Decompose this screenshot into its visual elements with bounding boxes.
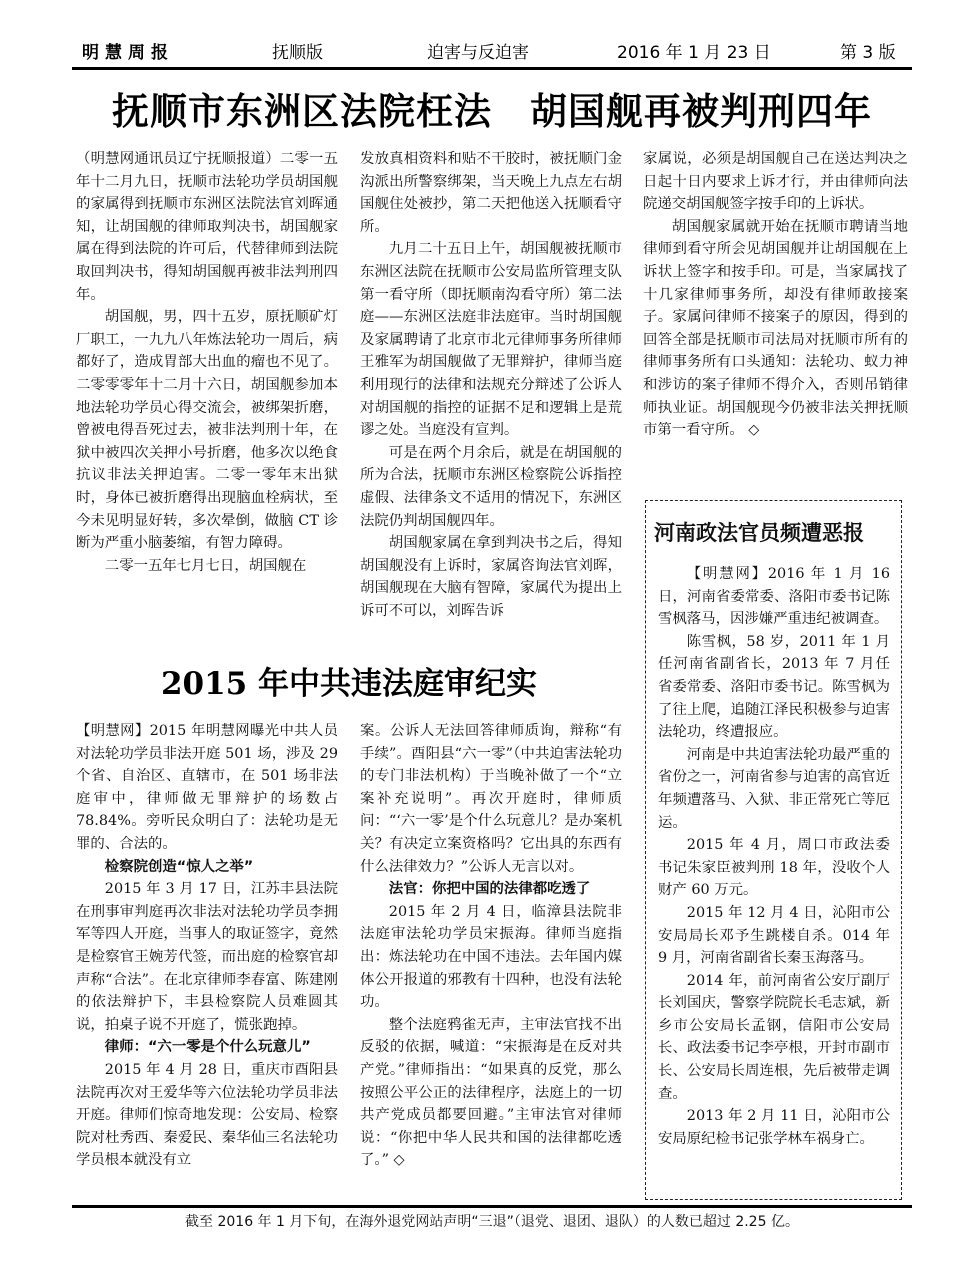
- article2-column-2: [360, 720, 622, 1172]
- article1-paragraph: 胡国舰家属在拿到判决书之后，得知胡国舰没有上诉时，家属咨询法官刘晖，胡国舰现在大脑有智障，家属代为提出上诉可不可以，刘晖告诉: [360, 535, 622, 619]
- article1-headline: 抚顺市东洲区法院枉法 胡国舰再被判刑四年: [112, 89, 872, 133]
- article1-paragraph: 可是在两个月余后，就是在胡国舰的所为合法，抚顺市东洲区检察院公诉指控虚假、法律条文不适用的情况下，东洲区法院仍判胡国舰四年。: [360, 444, 622, 529]
- article1-paragraph: （明慧网通讯员辽宁抚顺报道）二零一五年十二月九日，抚顺市法轮功学员胡国舰的家属得到抚顺市东洲区法院法官刘晖通知，让胡国舰的律师取判决书，胡国舰家属在得到法院的许可后，代替律师到法院取回判决书，得知胡国舰再被非法判刑四年。: [76, 151, 338, 303]
- sidebar-paragraph: 陈雪枫，58 岁，2011 年 1 月任河南省副省长，2013 年 7 月任省委常委、洛阳市委书记。陈雪枫为了往上爬，追随江泽民积极参与迫害法轮功，终遭报应。: [658, 633, 890, 741]
- sidebar-paragraph: 2015 年 12 月 4 日，沁阳市公安局局长邓予生跳楼自杀。014 年 9 月，河南省副省长秦玉海落马。: [658, 904, 890, 967]
- edition-label: 抚顺版: [272, 43, 323, 63]
- article2-paragraph: 【明慧网】2015 年明慧网曝光中共人员对法轮功学员非法开庭 501 场，涉及 29 个省、自治区、直辖市，在 501 场非法庭审中，律师做无罪辩护的场数占 78.84%。旁听民众明白了：法轮功是无罪的、合法的。: [76, 723, 338, 852]
- article1-paragraph: 胡国舰家属就开始在抚顺市聘请当地律师到看守所会见胡国舰并让胡国舰在上诉状上签字和按手印。可是，当家属找了十几家律师事务所，却没有律师敢接案子。家属问律师不接案子的原因，得到的回答全部是抚顺市司法局对抚顺市所有的律师事务所有口头通知：法轮功、蚁力神和涉访的案子律师不得介入，否则吊销律师执业证。胡国舰现今仍被非法关押抚顺市第一看守所。 ◇: [643, 218, 908, 439]
- article1-paragraph: 发放真相资料和贴不干胶时，被抚顺门金沟派出所警察绑架，当天晚上九点左右胡国舰住处被抄，第二天把他送入抚顺看守所。: [360, 151, 622, 235]
- sidebar-paragraph: 2015 年 4 月，周口市政法委书记朱家臣被判刑 18 年，没收个人财产 60 万元。: [658, 837, 890, 899]
- page-header: [72, 40, 912, 66]
- article1-paragraph: 胡国舰，男，四十五岁，原抚顺矿灯厂职工，一九九八年炼法轮功一周后，病都好了，造成胃部大出血的瘤也不见了。二零零零年十二月十六日，胡国舰参加本地法轮功学员心得交流会，被绑架折磨，曾被电得吾死过去，被非法判刑十年，在狱中被四次关押小号折磨，他多次以绝食抗议非法关押迫害。二零一零年末出狱时，身体已被折磨得出现脑血栓病状，至今未见明显好转，多次晕倒，做脑 CT 诊断为严重小脑萎缩，有智力障碍。: [76, 309, 338, 552]
- article2-paragraph: 2015 年 3 月 17 日，江苏丰县法院在刑事审判庭再次非法对法轮功学员李拥军等四人开庭，当事人的取证签字，竟然是检察官王婉芳代签，而出庭的检察官却声称“合法”。在北京律师李春富、陈建刚的依法辩护下，丰县检察院人员难圆其说，拍桌子说不开庭了，慌张跑掉。: [76, 881, 338, 1033]
- sidebar-paragraph: 2014 年，前河南省公安厅副厅长刘国庆，警察学院院长毛志斌，新乡市公安局长孟钢，信阳市公安局长、政法委书记李亭根，开封市副市长、公安局长周连根，先后被带走调查。: [658, 972, 890, 1102]
- sidebar-paragraph: 2013 年 2 月 11 日，沁阳市公安局原纪检书记张学林车祸身亡。: [658, 1108, 890, 1147]
- header-rule: [72, 67, 912, 70]
- sidebar-paragraph: 【明慧网】2016 年 1 月 16 日，河南省委常委、洛阳市委书记陈雪枫落马，因涉嫌严重违纪被调查。: [658, 566, 890, 628]
- sidebar-box: [645, 500, 902, 1200]
- section-label: 迫害与反迫害: [427, 43, 529, 63]
- article1-column-3: [643, 148, 908, 442]
- issue-date: 2016 年 1 月 23 日: [617, 43, 771, 63]
- article2-column-1: [76, 720, 338, 1172]
- page-number: 第 3 版: [840, 43, 896, 63]
- article2-subheading: 检察院创造“惊人之举”: [104, 858, 254, 875]
- article2-paragraph: 案。公诉人无法回答律师质询，辩称“有手续”。酉阳县“六一零”（中共迫害法轮功的专门非法机构）于当晚补做了一个“立案补充说明”。再次开庭时，律师质问：“‘六一零’是个什么玩意儿？是办案机关？有决定立案资格吗？它出具的东西有什么法律效力？”公诉人无言以对。: [360, 723, 622, 875]
- footer-notice: 截至 2016 年 1 月下旬，在海外退党网站声明“三退”（退党、退团、退队）的人数已超过 2.25 亿。: [185, 1214, 799, 1230]
- sidebar-body: [658, 563, 890, 1150]
- article2-headline: 2015 年中共违法庭审纪实: [160, 666, 538, 702]
- footer-rule: [72, 1205, 912, 1208]
- article1-column-2: [360, 148, 622, 622]
- article2-paragraph: 2015 年 4 月 28 日，重庆市酉阳县法院再次对王爱华等六位法轮功学员非法开庭。律师们惊奇地发现：公安局、检察院对杜秀西、秦爱民、秦华仙三名法轮功学员根本就没有立: [76, 1061, 338, 1169]
- newspaper-name: 明慧周报: [82, 43, 174, 63]
- article2-paragraph: 整个法庭鸦雀无声，主审法官找不出反驳的依据，喊道：“宋振海是在反对共产党。”律师指出：“如果真的反党，那么按照公平公正的法律程序，法庭上的一切共产党成员都要回避。”主审法官对律师说：“你把中华人民共和国的法律都吃透了。” ◇: [360, 1016, 622, 1169]
- article2-subheading: 法官：你把中国的法律都吃透了: [388, 881, 591, 898]
- sidebar-title: 河南政法官员频遭恶报: [654, 521, 864, 545]
- article1-column-1: [76, 148, 338, 577]
- article2-subheading: 律师：“六一零是个什么玩意儿”: [104, 1039, 311, 1056]
- article1-paragraph: 二零一五年七月七日，胡国舰在: [104, 557, 307, 574]
- article1-paragraph: 九月二十五日上午，胡国舰被抚顺市东洲区法院在抚顺市公安局监所管理支队第一看守所（即抚顺南沟看守所）第二法庭——东洲区法庭非法庭审。当时胡国舰及家属聘请了北京市北元律师事务所律师王雅军为胡国舰做了无罪辩护，律师当庭利用现行的法律和法规充分辩述了公诉人对胡国舰的指控的证据不足和逻辑上是荒谬之处。当庭没有宣判。: [360, 241, 622, 439]
- article2-paragraph: 2015 年 2 月 4 日，临漳县法院非法庭审法轮功学员宋振海。律师当庭指出：炼法轮功在中国不违法。去年国内媒体公开报道的邪教有十四种，也没有法轮功。: [360, 903, 622, 1011]
- sidebar-paragraph: 河南是中共迫害法轮功最严重的省份之一，河南省参与迫害的高官近年频遭落马、入狱、非正常死亡等厄运。: [658, 746, 890, 831]
- article1-paragraph: 家属说，必须是胡国舰自己在送达判决之日起十日内要求上诉才行，并由律师向法院递交胡国舰签字按手印的上诉状。: [643, 151, 908, 213]
